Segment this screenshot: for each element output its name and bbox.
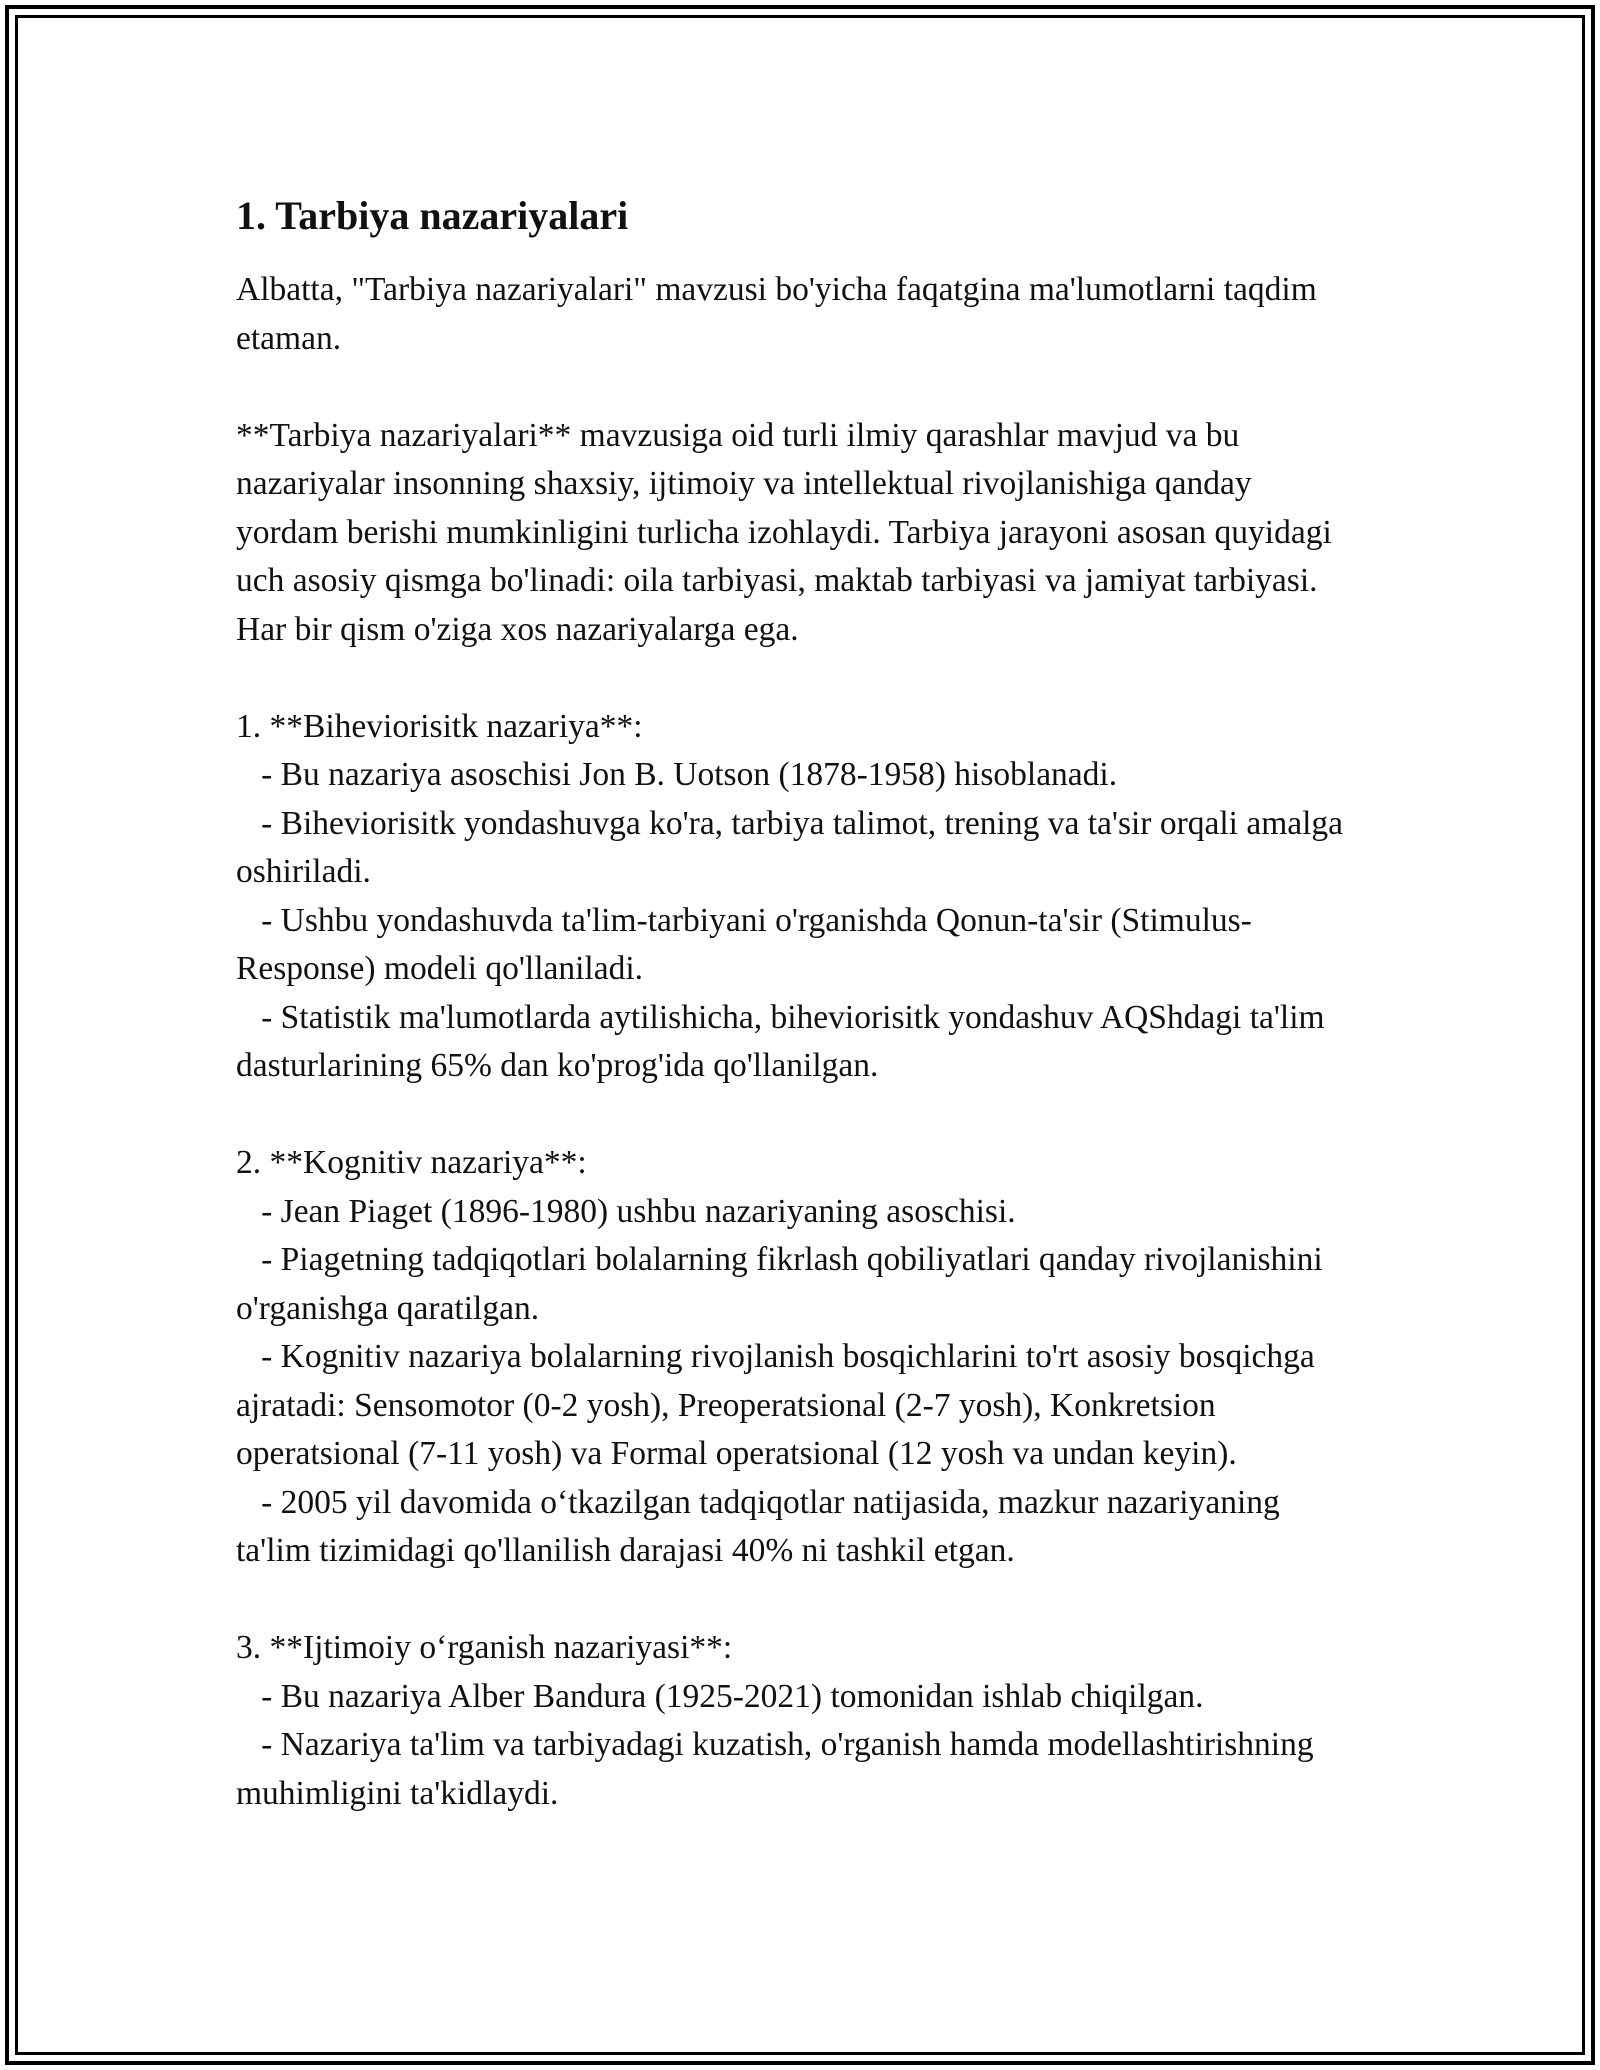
section-heading: 2. **Kognitiv nazariya**: (236, 1144, 587, 1181)
list-item: - 2005 yil davomida oʻtkazilgan tadqiqotlar natijasida, mazkur nazariyaning ta'lim tizimidagi qo'llanilish darajasi 40% ni tashkil etgan. (236, 1483, 1289, 1569)
list-item: - Piagetning tadqiqotlari bolalarning fikrlash qobiliyatlari qanday rivojlanishini o'rganishga qaratilgan. (236, 1241, 1332, 1327)
list-item: - Biheviorisitk yondashuvga ko'ra, tarbiya talimot, trening va ta'sir orqali amalga oshiriladi. (236, 804, 1352, 890)
section-heading: 1. **Biheviorisitk nazariya**: (236, 707, 643, 745)
document-page (236, 188, 1356, 1818)
list-item: - Statistik ma'lumotlarda aytilishicha, biheviorisitk yondashuv AQShdagi ta'lim dasturlarining 65% dan ko'prog'ida qo'llanilgan. (236, 998, 1333, 1084)
list-item: - Bu nazariya Alber Bandura (1925-2021) tomonidan ishlab chiqilgan. (236, 1677, 1204, 1715)
section-cognitive (236, 1139, 1356, 1576)
paragraph-spacer (236, 363, 1356, 412)
section-social-learning (236, 1624, 1356, 1818)
list-item: - Jean Piaget (1896-1980) ushbu nazariyaning asoschisi. (236, 1192, 1016, 1230)
section-behaviorist (236, 703, 1356, 1091)
list-item: - Nazariya ta'lim va tarbiyadagi kuzatish, o'rganish hamda modellashtirishning muhimligini ta'kidlaydi. (236, 1726, 1322, 1812)
overview-paragraph: **Tarbiya nazariyalari** mavzusiga oid turli ilmiy qarashlar mavjud va bu nazariyalar insonning shaxsiy, ijtimoiy va intellektual rivojlanishiga qanday yordam berishi mumkinligini turlicha izohlaydi. Tarbiya jarayoni asosan quyidagi uch asosiy qismga bo'linadi: oila tarbiyasi, maktab tarbiyasi va jamiyat tarbiyasi. Har bir qism o'ziga xos nazariyalarga ega. (236, 416, 1332, 648)
list-item: - Bu nazariya asoschisi Jon B. Uotson (1878-1958) hisoblanadi. (236, 756, 1118, 793)
paragraph-spacer (236, 1576, 1356, 1625)
list-item: - Ushbu yondashuvda ta'lim-tarbiyani o'rganishda Qonun-ta'sir (Stimulus-Response) modeli qo'llaniladi. (236, 901, 1252, 987)
intro-paragraph: Albatta, "Tarbiya nazariyalari" mavzusi bo'yicha faqatgina ma'lumotlarni taqdim etaman. (236, 271, 1317, 357)
list-item: - Kognitiv nazariya bolalarning rivojlanish bosqichlarini to'rt asosiy bosqichga ajratadi: Sensomotor (0-2 yosh), Preoperatsional (2-7 yosh), Konkretsion operatsional (7-11 yosh) va Formal operatsional (12 yosh va undan keyin). (236, 1338, 1324, 1472)
paragraph-spacer (236, 1091, 1356, 1140)
section-heading: 3. **Ijtimoiy oʻrganish nazariyasi**: (236, 1629, 733, 1666)
paragraph-spacer (236, 654, 1356, 703)
document-title: 1. Tarbiya nazariyalari (236, 193, 629, 238)
